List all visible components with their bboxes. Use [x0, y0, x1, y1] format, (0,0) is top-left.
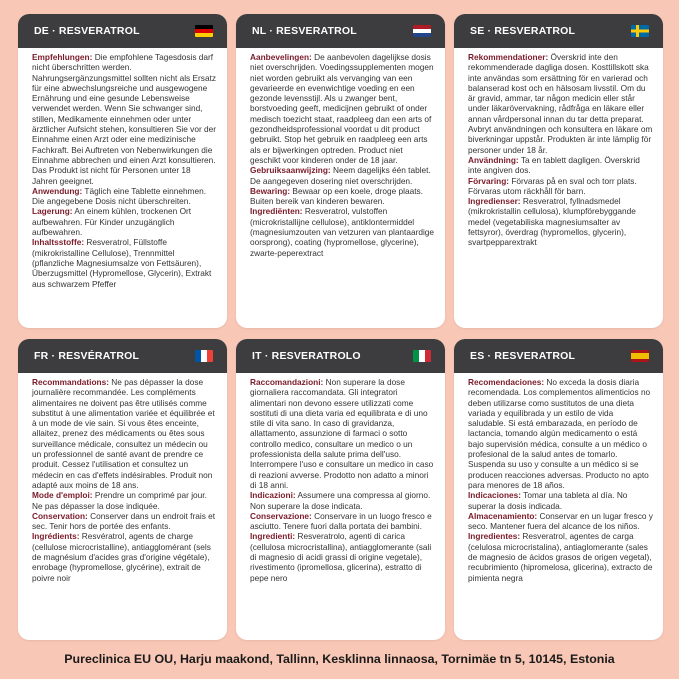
card-header [236, 339, 445, 373]
spain-flag-icon [631, 350, 649, 362]
card-es [454, 339, 663, 640]
section-ingredients: Ingredienti: Resveratrolo, agenti di carica (cellulosa microcristallina), antiagglomerante (sali di magnesio di acidi grassi di origine vegetale), rivestimento (ipromellosa, glicerina), estratto di pepe nero [250, 531, 432, 583]
card-header [454, 14, 663, 48]
section-ingredients: Ingredienser: Resveratrol, fyllnadsmedel (mikrokristallin cellulosa), klumpförebyggande medel (vegetabiliska magnesiumsalter av fettsyror), överdrag (hypromellos, glycerin), svartpepparextrakt [468, 196, 636, 248]
section-recommendations: Recommandations: Ne pas dépasser la dose journalière recommandée. Les compléments alimentaires ne doivent pas être utilisés comme substitut à une alimentation variée et équilibrée et à un mode de vie sain. Si vous êtes enceinte, allaitez, prenez des médicaments ou êtes sous surveillance médicale, consultez un médecin ou un professionnel de santé avant de prendre ce produit. Cessez l'utilisation et consultez un médecin en cas d'effets indésirables. Produit non adapté aux moins de 18 ans. [32, 377, 215, 490]
section-ingredients: Ingrédients: Resvératrol, agents de charge (cellulose microcristalline), antiagglomérant (sels de magnésium d'acides gras d'origine végétale), enrobage (hypromellose, glycérine), extrait de poivre noir [32, 531, 211, 583]
section-storage: Almacenamiento: Conservar en un lugar fresco y seco. Mantener fuera del alcance de los niños. [468, 510, 653, 532]
card-body [18, 48, 227, 295]
card-title: DE · RESVERATROL [34, 25, 140, 37]
section-recommendations: Recomendaciones: No exceda la dosis diaria recomendada. Los complementos alimenticios no deben utilizarse como sustitutos de una dieta variada y equilibrada y un estilo de vida saludable. Si está embarazada, en período de lactancia, tomando algún medicamento o está bajo supervisión médica, consulte a un médico o profesional de la salud antes de tomarlo. Suspenda su uso y consulte a un médico si se producen reacciones adversas. Producto no apto para menores de 18 años. [468, 377, 651, 490]
card-body [236, 373, 445, 589]
netherlands-flag-icon [413, 25, 431, 37]
section-usage: Gebruiksaanwijzing: Neem dagelijks één tablet. De aangegeven dosering niet overschrijden. [250, 165, 431, 186]
card-nl [236, 14, 445, 328]
card-de [18, 14, 227, 328]
card-title: IT · RESVERATROLO [252, 350, 361, 362]
section-ingredients: Ingrediënten: Resveratrol, vulstoffen (microkristallijne cellulose), antiklontermiddel (magnesiumzouten van vetzuren van plantaardige oorsprong), coating (hypromellose, glycerine), zwarte-peperextract [250, 206, 435, 258]
section-storage: Conservazione: Conservare in un luogo fresco e asciutto. Tenere fuori dalla portata dei bambini. [250, 510, 432, 532]
section-recommendations: Empfehlungen: Die empfohlene Tagesdosis darf nicht überschritten werden. Nahrungsergänzungsmittel sollten nicht als Ersatz für eine abwechslungsreiche und ausgewogene Ernährung und eine gesunde Lebensweise verwendet werden. Wenn Sie schwanger sind, stillen, Medikamente einnehmen oder unter ärztlicher Aufsicht stehen, konsultieren Sie vor der Einnahme einen Arzt oder eine medizinische Fachkraft. Bei Auftreten von Nebenwirkungen die Einnahme abbrechen und einen Arzt konsultieren. Das Produkt ist nicht für Personen unter 18 Jahren geeignet. [32, 52, 217, 186]
section-storage: Förvaring: Förvaras på en sval och torr plats. Förvaras utom räckhåll för barn. [468, 175, 637, 196]
section-storage: Bewaring: Bewaar op een koele, droge plaats. Buiten bereik van kinderen bewaren. [250, 185, 423, 207]
sweden-flag-icon [631, 25, 649, 37]
card-body [454, 48, 663, 254]
section-storage: Conservation: Conserver dans un endroit frais et sec. Tenir hors de portée des enfants. [32, 510, 216, 532]
germany-flag-icon [195, 25, 213, 37]
card-title: NL · RESVERATROL [252, 25, 357, 37]
card-title: SE · RESVERATROL [470, 25, 576, 37]
company-address-footer: Pureclinica EU OU, Harju maakond, Tallinn, Kesklinna linnaosa, Tornimäe tn 5, 10145, Estonia [64, 652, 615, 666]
card-header [18, 339, 227, 373]
card-title: FR · RESVÉRATROL [34, 350, 140, 362]
section-recommendations: Raccomandazioni: Non superare la dose giornaliera raccomandata. Gli integratori alimentari non devono essere utilizzati come sostituti di una dieta varia ed equilibrata e di uno stile di vita sano. In caso di gravidanza, allattamento, assunzione di farmaci o sotto controllo medico, consultare un medico o un professionista della salute prima dell'uso. Interrompere l'uso e consultare un medico in caso di reazioni avverse. Prodotto non adatto a minori di 18 anni. [250, 377, 434, 490]
section-usage: Indicaciones: Tomar una tableta al día. No superar la dosis indicada. [468, 490, 628, 511]
card-body [236, 48, 445, 264]
card-body [454, 373, 663, 589]
france-flag-icon [195, 350, 213, 362]
section-recommendations: Rekommendationer: Överskrid inte den rekommenderade dagliga dosen. Kosttillskott ska inte användas som ersättning för en varierad och balanserad kost och en hälsosam livsstil. Om du är gravid, ammar, tar någon medicin eller står under läkarövervakning, rådfråga en läkare eller annan vårdpersonal innan du tar detta preparat. Avbryt användningen och konsultera en läkare om biverkningar uppstår. Produkten är inte lämplig för personer under 18 år. [468, 52, 653, 155]
card-body [18, 373, 227, 589]
card-header [18, 14, 227, 48]
card-fr [18, 339, 227, 640]
section-ingredients: Ingredientes: Resveratrol, agentes de carga (celulosa microcristalina), antiaglomerante (sales de magnesio de ácidos grasos de origen vegetal), recubrimiento (hipromelosa, glicerina), extracto de pimienta negra [468, 531, 653, 583]
card-it [236, 339, 445, 640]
section-usage: Anwendung: Täglich eine Tablette einnehmen. Die angegebene Dosis nicht überschreiten. [32, 185, 207, 207]
italy-flag-icon [413, 350, 431, 362]
card-header [454, 339, 663, 373]
card-se [454, 14, 663, 328]
card-title: ES · RESVERATROL [470, 350, 576, 362]
section-usage: Mode d'emploi: Prendre un comprimé par jour. Ne pas dépasser la dose indiquée. [32, 490, 207, 511]
section-storage: Lagerung: An einem kühlen, trockenen Ort aufbewahren. Für Kinder unzugänglich aufbewahren. [32, 206, 192, 238]
section-usage: Användning: Ta en tablett dagligen. Överskrid inte angiven dos. [468, 154, 640, 176]
section-ingredients: Inhaltsstoffe: Resveratrol, Füllstoffe (mikrokristalline Cellulose), Trennmittel (pflanzliche Magnesiumsalze von Fettsäuren), Überzugsmittel (Hypromellose, Glycerin), Extrakt aus schwarzem Pfeffer [32, 237, 212, 289]
section-usage: Indicazioni: Assumere una compressa al giorno. Non superare la dose indicata. [250, 490, 431, 511]
section-recommendations: Aanbevelingen: De aanbevolen dagelijkse dosis niet overschrijden. Voedingssupplementen mogen niet worden gebruikt als vervanging van een gevarieerde en evenwichtige voeding en een gezonde levensstijl. Als u zwanger bent, borstvoeding geeft, medicijnen gebruikt of onder medisch toezicht staat, raadpleeg dan een arts of gezondheidsprofessional voordat u dit product gebruikt. Stop het gebruik en raadpleeg een arts als er bijwerkingen optreden. Product niet geschikt voor kinderen onder de 18 jaar. [250, 52, 434, 165]
card-header [236, 14, 445, 48]
